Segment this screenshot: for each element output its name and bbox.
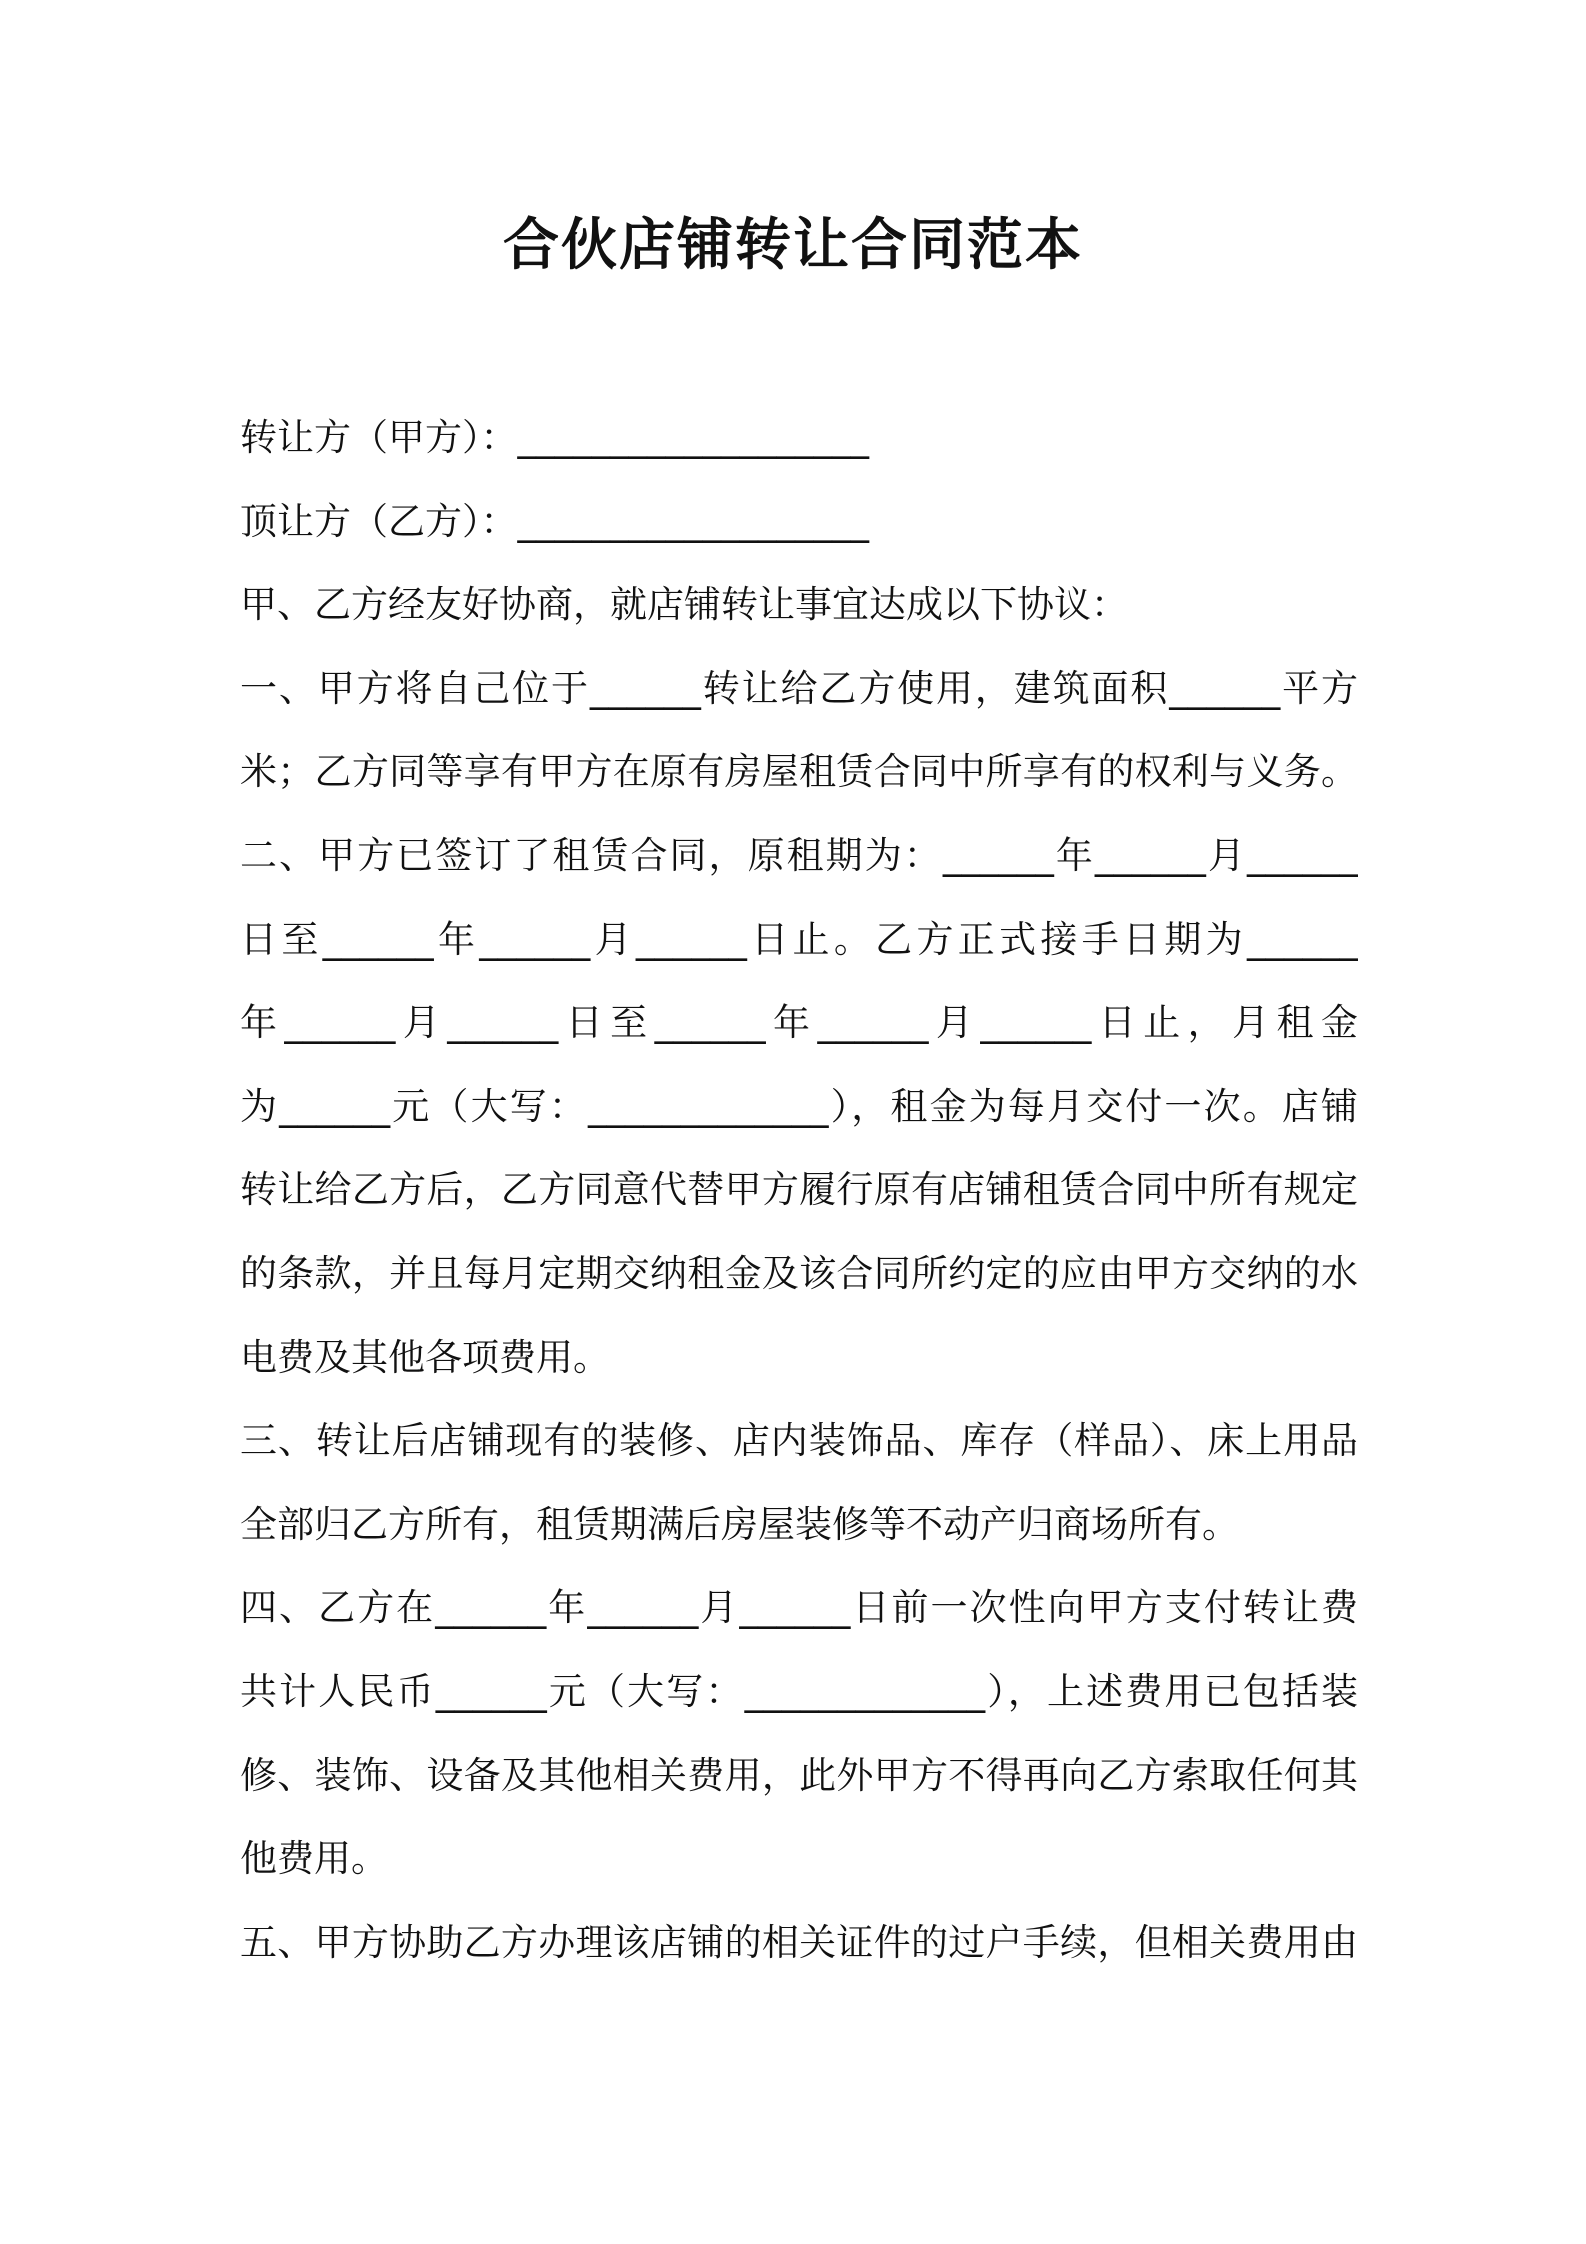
clause-5-line-1: 五、甲方协助乙方办理该店铺的相关证件的过户手续，但相关费用由 (240, 1920, 1358, 1964)
clause-4-line-3: 修、装饰、设备及其他相关费用，此外甲方不得再向乙方索取任何其 (240, 1753, 1358, 1797)
document-body (240, 396, 1358, 1984)
clause-2-line-6: 的条款，并且每月定期交纳租金及该合同所约定的应由甲方交纳的水 (240, 1251, 1358, 1295)
document-title: 合伙店铺转让合同范本 (503, 213, 1083, 278)
clause-4-line-2: 共计人民币______元（大写：_____________），上述费用已包括装 (240, 1669, 1358, 1713)
clause-2-line-4: 为______元（大写：_____________），租金为每月交付一次。店铺 (240, 1084, 1358, 1128)
clause-1-line-1: 一、甲方将自己位于______转让给乙方使用，建筑面积______平方 (240, 666, 1358, 710)
clause-3-line-1: 三、转让后店铺现有的装修、店内装饰品、库存（样品）、床上用品 (240, 1419, 1358, 1463)
clause-4-line-1: 四、乙方在______年______月______日前一次性向甲方支付转让费 (240, 1586, 1358, 1630)
clause-2-line-1: 二、甲方已签订了租赁合同，原租期为：______年______月______ (240, 833, 1358, 877)
party-b-line: 顶让方（乙方）：___________________ (240, 499, 869, 543)
clause-3-line-2: 全部归乙方所有，租赁期满后房屋装修等不动产归商场所有。 (240, 1502, 1239, 1546)
clause-2-line-3: 年______月______日至______年______月______日止，月租金 (240, 1001, 1358, 1045)
party-a-line: 转让方（甲方）：___________________ (240, 416, 869, 459)
clause-2-line-2: 日至______年______月______日止。乙方正式接手日期为______ (240, 917, 1358, 961)
agreement-intro-line: 甲、乙方经友好协商，就店铺转让事宜达成以下协议： (240, 583, 1128, 627)
clause-4-line-4: 他费用。 (240, 1837, 388, 1881)
clause-2-line-5: 转让给乙方后，乙方同意代替甲方履行原有店铺租赁合同中所有规定 (240, 1168, 1358, 1212)
clause-2-line-7: 电费及其他各项费用。 (240, 1335, 610, 1379)
clause-1-line-2: 米；乙方同等享有甲方在原有房屋租赁合同中所享有的权利与义务。 (240, 750, 1358, 794)
